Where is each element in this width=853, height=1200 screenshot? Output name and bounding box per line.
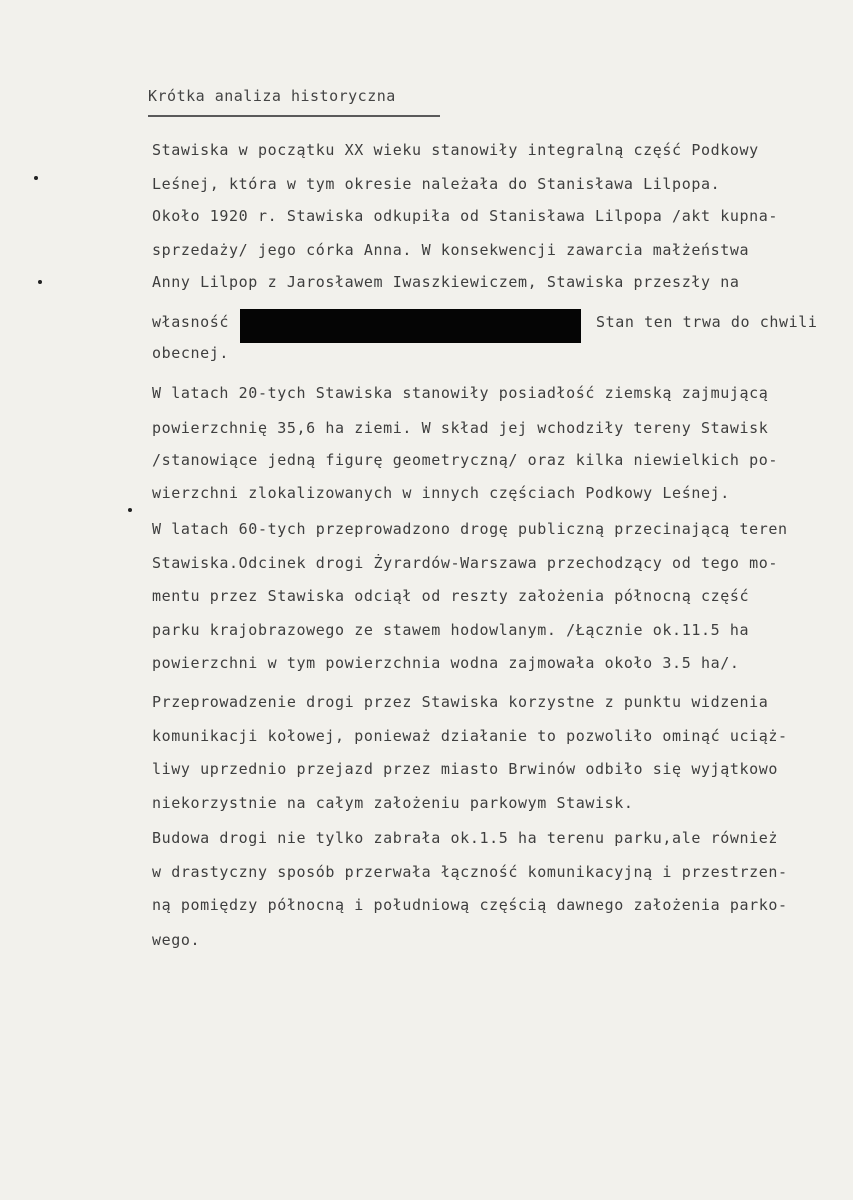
text-line-7: obecnej. xyxy=(152,344,230,362)
text-line-8: W latach 20-tych Stawiska stanowiły posiadłość ziemską zajmującą xyxy=(152,384,769,402)
text-line-24: wego. xyxy=(152,931,201,949)
text-line-9: powierzchnię 35,6 ha ziemi. W skład jej wchodziły tereny Stawisk xyxy=(152,419,769,437)
text-line-1: Stawiska w początku XX wieku stanowiły integralną część Podkowy xyxy=(152,141,759,159)
text-line-4: sprzedaży/ jego córka Anna. W konsekwencji zawarcia małżeństwa xyxy=(152,241,750,259)
text-line-6b: Stan ten trwa do chwili xyxy=(596,313,818,331)
text-line-13: Stawiska.Odcinek drogi Żyrardów-Warszawa przechodzący od tego mo- xyxy=(152,554,778,572)
text-line-12: W latach 60-tych przeprowadzono drogę publiczną przecinającą teren xyxy=(152,520,788,538)
margin-mark-2 xyxy=(38,280,42,284)
text-line-14: mentu przez Stawiska odciął od reszty założenia północną część xyxy=(152,587,750,605)
text-line-10: /stanowiące jedną figurę geometryczną/ oraz kilka niewielkich po- xyxy=(152,451,778,469)
text-line-11: wierzchni zlokalizowanych w innych częściach Podkowy Leśnej. xyxy=(152,484,730,502)
text-line-5: Anny Lilpop z Jarosławem Iwaszkiewiczem, Stawiska przeszły na xyxy=(152,273,740,291)
text-line-20: niekorzystnie na całym założeniu parkowym Stawisk. xyxy=(152,794,634,812)
text-line-3: Około 1920 r. Stawiska odkupiła od Stanisława Lilpopa /akt kupna- xyxy=(152,207,778,225)
text-line-23: ną pomiędzy północną i południową częścią dawnego założenia parko- xyxy=(152,896,788,914)
text-line-18: komunikacji kołowej, ponieważ działanie to pozwoliło ominąć uciąż- xyxy=(152,727,788,745)
redaction-bar xyxy=(240,309,581,343)
text-line-17: Przeprowadzenie drogi przez Stawiska korzystne z punktu widzenia xyxy=(152,693,769,711)
text-line-22: w drastyczny sposób przerwała łączność komunikacyjną i przestrzen- xyxy=(152,863,788,881)
margin-mark-3 xyxy=(128,508,132,512)
document-title: Krótka analiza historyczna xyxy=(148,87,396,105)
text-line-19: liwy uprzednio przejazd przez miasto Brwinów odbiło się wyjątkowo xyxy=(152,760,778,778)
text-line-21: Budowa drogi nie tylko zabrała ok.1.5 ha terenu parku,ale również xyxy=(152,829,778,847)
title-underline xyxy=(148,115,440,117)
text-line-16: powierzchni w tym powierzchnia wodna zajmowała około 3.5 ha/. xyxy=(152,654,740,672)
margin-mark-1 xyxy=(34,176,38,180)
text-line-6: własność xyxy=(152,313,230,331)
text-line-15: parku krajobrazowego ze stawem hodowlanym. /Łącznie ok.11.5 ha xyxy=(152,621,750,639)
text-line-2: Leśnej, która w tym okresie należała do Stanisława Lilpopa. xyxy=(152,175,721,193)
